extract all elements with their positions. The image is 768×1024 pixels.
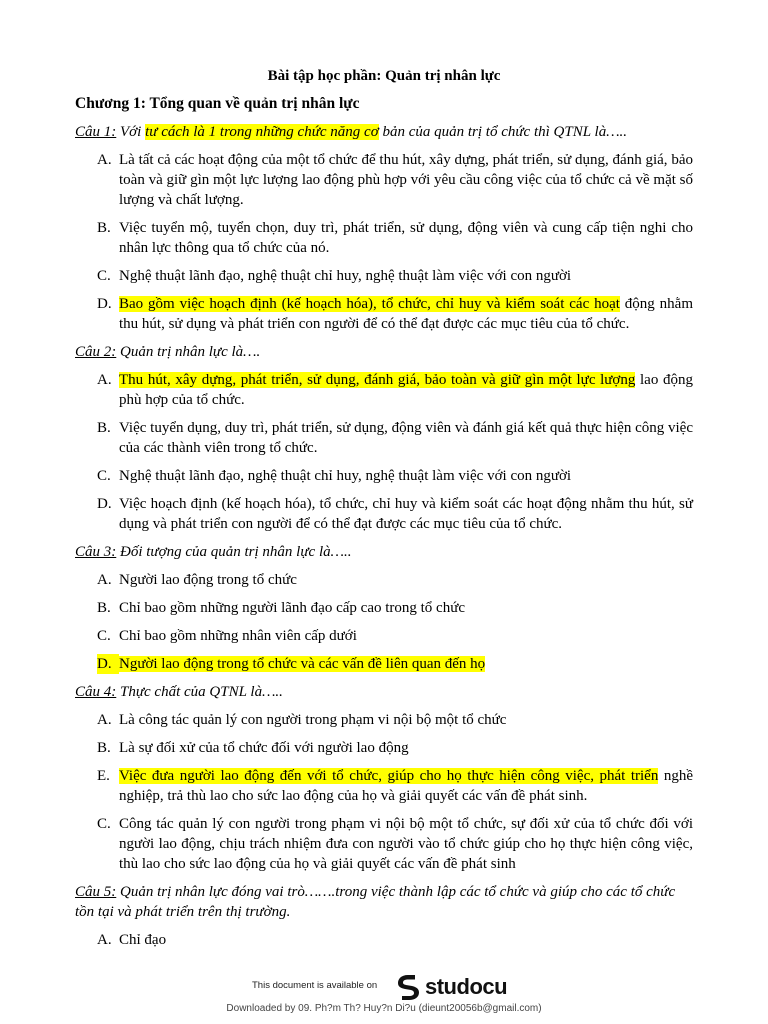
question-label: Câu 2: [75, 344, 117, 360]
option-text: Chỉ bao gồm những người lãnh đạo cấp cao trong tổ chức [119, 600, 465, 616]
option-letter: D. [97, 654, 119, 674]
option-text: Nghệ thuật lãnh đạo, nghệ thuật chỉ huy, nghệ thuật làm việc với con người [119, 468, 572, 484]
option-letter: C. [97, 816, 111, 832]
option-letter: C. [97, 628, 111, 644]
question-prefix: Đối tượng của quản trị nhân lực là….. [116, 544, 352, 560]
option-letter: A. [97, 712, 112, 728]
question-block [75, 122, 693, 334]
answer-option [97, 494, 693, 534]
option-text [119, 654, 693, 674]
option-letter: C. [97, 468, 111, 484]
option-text-rest: động nhằm thu hút, sử dụng và phát triển con người để có thể đạt được các mục tiêu của tổ chức. [119, 296, 694, 332]
answer-option [97, 218, 693, 258]
option-text-rest: lao động phù hợp của tổ chức. [119, 372, 693, 408]
option-text [119, 294, 693, 334]
answer-option [97, 814, 693, 874]
studocu-footer [0, 968, 768, 1024]
correct-answer-option [97, 370, 693, 410]
studocu-logo-link[interactable] [393, 972, 507, 1002]
question-block [75, 682, 693, 874]
option-letter: E. [97, 768, 110, 784]
highlighted-answer: Bao gồm việc hoạch định (kế hoạch hóa), tổ chức, chỉ huy và kiểm soát các hoạt [119, 296, 620, 312]
option-text: Công tác quản lý con người trong phạm vi nội bộ một tổ chức, sự đối xử của tổ chức đối với người lao động, chịu trách nhiệm đưa con người vào tổ chức giúp cho họ thực hiện công việc, thù lao cho sức lao động của họ và giải quyết các vấn đề phát sinh [119, 816, 693, 872]
highlighted-answer: Người lao động trong tổ chức và các vấn đề liên quan đến họ [119, 656, 486, 672]
option-text: Chỉ đạo [119, 932, 167, 948]
answer-option [97, 570, 693, 590]
option-text [119, 766, 693, 806]
option-letter: B. [97, 600, 111, 616]
answer-option [97, 738, 693, 758]
question-text [75, 122, 693, 142]
highlighted-answer: Việc đưa người lao động đến với tổ chức, giúp cho họ thực hiện công việc, phát triển [119, 768, 659, 784]
studocu-logo-icon [393, 972, 423, 1002]
question-label: Câu 4: [75, 684, 117, 700]
question-label: Câu 5: [75, 884, 117, 900]
option-text: Chỉ bao gồm những nhân viên cấp dưới [119, 628, 357, 644]
question-text [75, 542, 693, 562]
option-text: Nghệ thuật lãnh đạo, nghệ thuật chỉ huy, nghệ thuật làm việc với con người [119, 268, 572, 284]
correct-answer-option [97, 294, 693, 334]
option-text: Việc tuyển dụng, duy trì, phát triển, sử dụng, động viên và đánh giá kết quả thực hiện công việc của các thành viên trong tổ chức. [119, 420, 693, 456]
correct-answer-option [97, 766, 693, 806]
highlighted-phrase: tư cách là 1 trong những chức năng cơ [145, 124, 379, 140]
option-letter: C. [97, 268, 111, 284]
answer-option [97, 598, 693, 618]
chapter-heading: Chương 1: Tổng quan về quản trị nhân lực [75, 95, 360, 112]
option-text: Việc hoạch định (kế hoạch hóa), tổ chức, chỉ huy và kiểm soát các hoạt động nhằm thu hút, sử dụng và phát triển con người để có thể đạt được các mục tiêu của tổ chức. [119, 496, 693, 532]
option-letter: A. [97, 572, 112, 588]
correct-answer-option [97, 654, 693, 674]
question-label: Câu 3: [75, 544, 117, 560]
option-text: Là công tác quản lý con người trong phạm vi nội bộ một tổ chức [119, 712, 507, 728]
question-prefix: Với [116, 124, 146, 140]
option-letter: B. [97, 740, 111, 756]
answer-option [97, 266, 693, 286]
option-text: Việc tuyển mộ, tuyển chọn, duy trì, phát triển, sử dụng, động viên và cung cấp tiện nghi cho nhân lực thông qua tổ chức của nó. [119, 220, 693, 256]
question-text [75, 882, 693, 922]
option-letter: B. [97, 220, 111, 236]
answer-option [97, 930, 693, 950]
question-block [75, 882, 693, 950]
download-info: Downloaded by 09. Ph?m Th? Huy?n Di?u (dieunt20056b@gmail.com) [226, 1003, 542, 1014]
option-letter: D. [97, 496, 112, 512]
answer-option [97, 466, 693, 486]
question-suffix: bản của quản trị tổ chức thì QTNL là….. [378, 124, 628, 140]
question-list [75, 122, 693, 958]
availability-text: This document is available on [252, 980, 378, 991]
answer-option [97, 626, 693, 646]
option-letter: A. [97, 932, 112, 948]
option-letter: D. [97, 296, 112, 312]
question-label: Câu 1: [75, 124, 117, 140]
brand-name: studocu [425, 974, 508, 999]
option-text: Là sự đối xử của tổ chức đối với người lao động [119, 740, 409, 756]
question-text [75, 342, 693, 362]
option-letter: B. [97, 420, 111, 436]
question-prefix: Quản trị nhân lực là…. [116, 344, 261, 360]
answer-option [97, 418, 693, 458]
question-block [75, 542, 693, 674]
option-text [119, 370, 693, 410]
answer-option [97, 710, 693, 730]
option-letter: A. [97, 372, 112, 388]
question-prefix: Quản trị nhân lực đóng vai trò…….trong việc thành lập các tổ chức và giúp cho các tổ chức tồn tại và phát triển trên thị trường. [75, 884, 676, 920]
option-text: Là tất cả các hoạt động của một tổ chức để thu hút, xây dựng, phát triển, sử dụng, đánh giá, bảo toàn và giữ gìn một lực lượng lao động phù hợp với yêu cầu công việc của tổ chức cả về mặt số lượng và chất lượng. [119, 152, 693, 208]
question-prefix: Thực chất của QTNL là….. [116, 684, 283, 700]
question-text [75, 682, 693, 702]
question-block [75, 342, 693, 534]
document-title: Bài tập học phần: Quản trị nhân lực [267, 68, 501, 84]
option-letter: A. [97, 152, 112, 168]
option-text-rest: nghề nghiệp, trả thù lao cho sức lao động của họ và giải quyết các vấn đề phát sinh. [119, 768, 693, 804]
highlighted-answer: Thu hút, xây dựng, phát triển, sử dụng, đánh giá, bảo toàn và giữ gìn một lực lượng [119, 372, 636, 388]
option-text: Người lao động trong tổ chức [119, 572, 297, 588]
answer-option [97, 150, 693, 210]
